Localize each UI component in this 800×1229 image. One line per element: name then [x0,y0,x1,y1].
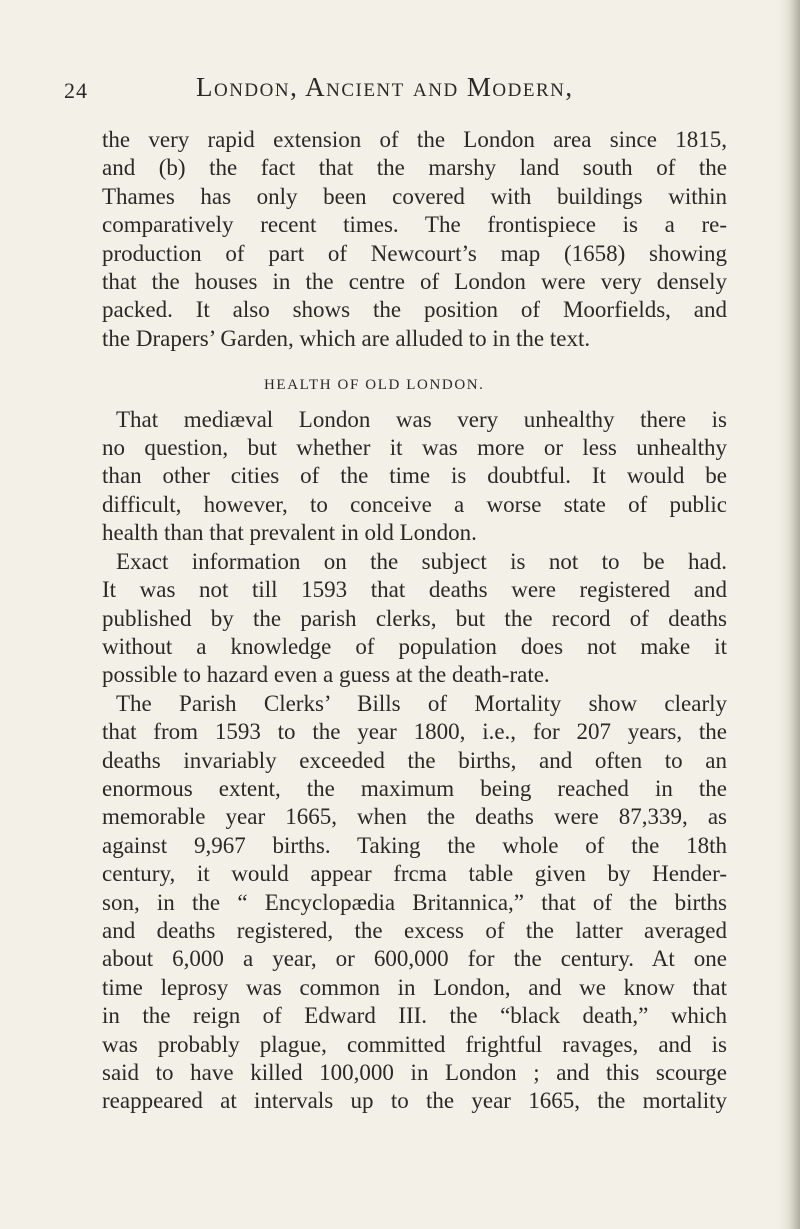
paragraph-1 [102,126,727,353]
body-text [102,126,727,1116]
paragraph-2 [102,406,727,548]
paragraph-4 [102,690,727,1116]
text-line: against 9,967 births. Taking the whole of the 18th [102,832,727,858]
section-heading: HEALTH OF OLD LONDON. [264,377,485,394]
text-line: time leprosy was common in London, and we know that [102,974,727,1000]
running-title: London, Ancient and Modern, [196,72,574,102]
page-edge-shadow [778,0,800,1229]
text-line: Exact information on the subject is not to be had. [116,548,727,574]
text-line: enormous extent, the maximum being reached in the [102,775,727,801]
text-line: comparatively recent times. The frontispiece is a re- [102,212,727,238]
text-line: said to have killed 100,000 in London ; and this scourge [102,1060,727,1085]
text-line: the Drapers’ Garden, which are alluded to in the text. [102,325,591,351]
text-line: and (b) the fact that the marshy land south of the [102,155,727,181]
text-line: no question, but whether it was more or less unhealthy [102,435,727,461]
text-line: packed. It also shows the position of Moorfields, and [102,297,727,323]
text-line: difficult, however, to conceive a worse state of public [102,491,727,517]
text-line: production of part of Newcourt’s map (1658) showing [102,240,727,266]
text-line: son, in the “ Encyclopædia Britannica,” that of the births [102,889,727,915]
page-header [0,72,800,112]
text-line: Thames has only been covered with buildings within [102,183,727,209]
text-line: that from 1593 to the year 1800, i.e., for 207 years, the [102,719,727,745]
text-line: was probably plague, committed frightful ravages, and is [102,1031,727,1057]
text-line: about 6,000 a year, or 600,000 for the century. At one [102,946,727,972]
text-line: the very rapid extension of the London area since 1815, [102,127,727,152]
page-number: 24 [64,78,88,103]
text-line: that the houses in the centre of London were very densely [102,269,727,295]
text-line: than other cities of the time is doubtful. It would be [102,463,727,489]
text-line: without a knowledge of population does not make it [102,633,727,659]
text-line: deaths invariably exceeded the births, and often to an [102,747,727,773]
text-line: That mediæval London was very unhealthy there is [116,406,727,432]
text-line: The Parish Clerks’ Bills of Mortality show clearly [116,690,727,716]
text-line: possible to hazard even a guess at the death-rate. [102,662,550,688]
text-line: century, it would appear frcma table given by Hender- [102,861,727,887]
text-line: reappeared at intervals up to the year 1665, the mortality [102,1088,727,1114]
text-line: It was not till 1593 that deaths were registered and [102,577,727,603]
text-line: and deaths registered, the excess of the latter averaged [102,917,727,943]
text-line: health than that prevalent in old London. [102,520,477,546]
text-line: in the reign of Edward III. the “black death,” which [102,1003,727,1029]
paragraph-3 [102,548,727,690]
text-line: published by the parish clerks, but the record of deaths [102,605,727,631]
text-line: memorable year 1665, when the deaths were 87,339, as [102,804,727,830]
